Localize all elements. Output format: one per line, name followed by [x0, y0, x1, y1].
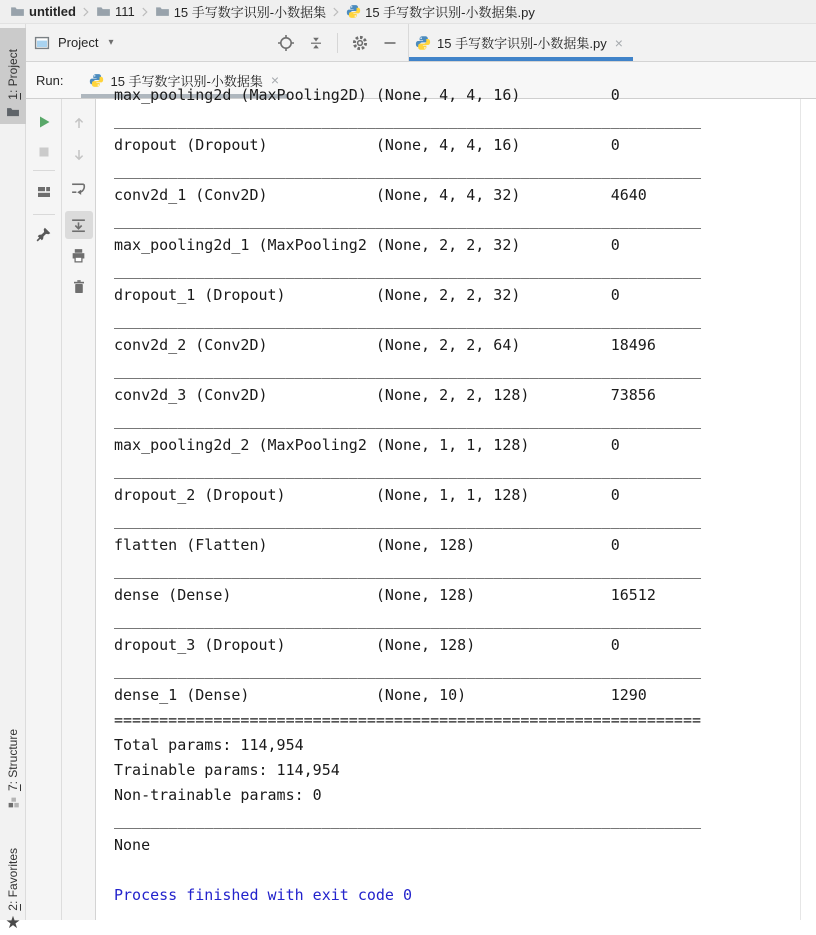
console-line: _________________________________________________________________	[114, 311, 701, 329]
breadcrumb-label: 15 手写数字识别-小数据集	[173, 5, 327, 20]
console-line: dense_1 (Dense) (None, 10) 1290	[114, 686, 647, 704]
folder-icon	[96, 4, 111, 19]
breadcrumb-item-folder[interactable]	[153, 2, 328, 21]
console-line: max_pooling2d (MaxPooling2D) (None, 4, 4, 16) 0	[114, 86, 620, 104]
divider	[337, 33, 338, 53]
console-line: dense (Dense) (None, 128) 16512	[114, 586, 656, 604]
console-line: conv2d_1 (Conv2D) (None, 4, 4, 32) 4640	[114, 186, 647, 204]
stripe-button-favorites[interactable]	[0, 825, 26, 935]
console-line	[114, 858, 816, 883]
chevron-right-icon	[81, 5, 91, 19]
folder-icon	[6, 105, 20, 119]
folder-icon	[155, 4, 170, 19]
stop-button[interactable]	[36, 144, 52, 160]
run-panel-title: Run:	[36, 72, 64, 88]
console-line: _________________________________________________________________	[114, 811, 701, 829]
active-tab-underline	[409, 57, 633, 61]
scroll-to-end-icon	[70, 217, 87, 234]
console-line: Total params: 114,954	[114, 736, 304, 754]
console-line: Non-trainable params: 0	[114, 786, 322, 804]
console-line: None	[114, 836, 151, 854]
console-line: _________________________________________________________________	[114, 361, 701, 379]
console-line: flatten (Flatten) (None, 128) 0	[114, 536, 620, 554]
print-button[interactable]	[70, 247, 87, 264]
console-line: _________________________________________________________________	[114, 661, 701, 679]
divider	[33, 214, 55, 215]
pin-tab-button[interactable]	[35, 226, 52, 243]
console-line: _________________________________________________________________	[114, 211, 701, 229]
editor-tab-label: 15 手写数字识别-小数据集.py	[437, 36, 607, 51]
console-line: _________________________________________________________________	[114, 461, 701, 479]
chevron-down-icon[interactable]: ▾	[108, 37, 114, 48]
console-line: dropout (Dropout) (None, 4, 4, 16) 0	[114, 136, 620, 154]
breadcrumb-label: 111	[114, 4, 135, 19]
project-panel-title[interactable]: Project	[58, 35, 99, 50]
console-line: Trainable params: 114,954	[114, 761, 340, 779]
close-icon[interactable]: ×	[614, 34, 623, 51]
console-line: _________________________________________________________________	[114, 511, 701, 529]
run-controls-toolbar	[26, 99, 62, 920]
python-icon	[89, 73, 104, 88]
scroll-to-end-button[interactable]	[65, 211, 93, 239]
breadcrumb-label: 15 手写数字识别-小数据集.py	[365, 5, 535, 20]
editor-tab-active[interactable]	[409, 24, 633, 61]
console-toolbar	[62, 99, 95, 920]
run-tab-label: 15 手写数字识别-小数据集	[110, 73, 263, 89]
console-line: dropout_3 (Dropout) (None, 128) 0	[114, 636, 620, 654]
breadcrumb-item-111[interactable]	[94, 4, 137, 19]
console-line: =================================================================	[114, 711, 701, 729]
divider	[33, 170, 55, 171]
console-line: _________________________________________________________________	[114, 161, 701, 179]
python-icon	[346, 4, 361, 19]
stripe-button-project[interactable]	[0, 28, 26, 124]
collapse-all-icon[interactable]	[308, 35, 324, 51]
structure-icon	[7, 796, 20, 809]
star-icon: ★	[5, 913, 21, 932]
console-line: _________________________________________________________________	[114, 261, 701, 279]
console-line: _________________________________________________________________	[114, 411, 701, 429]
console-line: _________________________________________________________________	[114, 111, 701, 129]
console-output[interactable]	[95, 86, 816, 920]
project-panel-header	[26, 24, 408, 61]
breadcrumb-item-untitled[interactable]	[8, 4, 78, 19]
tool-window-header-row	[26, 24, 816, 62]
console-line: conv2d_3 (Conv2D) (None, 2, 2, 128) 73856	[114, 386, 656, 404]
console-line: _________________________________________________________________	[114, 611, 701, 629]
down-stacktrace-button[interactable]	[71, 147, 87, 163]
scrollbar-track[interactable]	[800, 99, 801, 920]
hide-panel-icon[interactable]	[382, 35, 398, 51]
gear-icon[interactable]	[351, 34, 369, 52]
console-line: dropout_1 (Dropout) (None, 2, 2, 32) 0	[114, 286, 620, 304]
stripe-label-project: 1: Project	[6, 49, 20, 100]
console-line: _________________________________________________________________	[114, 561, 701, 579]
console-line: max_pooling2d_1 (MaxPooling2 (None, 2, 2, 32) 0	[114, 236, 620, 254]
restore-layout-button[interactable]	[36, 184, 52, 200]
console-line: conv2d_2 (Conv2D) (None, 2, 2, 64) 18496	[114, 336, 656, 354]
locate-file-icon[interactable]	[277, 34, 295, 52]
tool-window-stripe	[0, 24, 26, 932]
folder-icon	[10, 4, 25, 19]
up-stacktrace-button[interactable]	[71, 115, 87, 131]
rerun-button[interactable]	[36, 114, 52, 130]
breadcrumb-item-file[interactable]	[344, 2, 537, 21]
stripe-button-structure[interactable]	[0, 700, 26, 814]
run-console-area	[26, 86, 816, 920]
soft-wrap-button[interactable]	[70, 180, 87, 197]
chevron-right-icon	[140, 5, 150, 19]
stripe-label-favorites: 2: Favorites	[6, 848, 20, 911]
clear-console-button[interactable]	[71, 279, 87, 295]
breadcrumb-label: untitled	[29, 4, 76, 19]
python-icon	[415, 35, 431, 51]
console-line: Process finished with exit code 0	[114, 886, 413, 904]
project-toolwindow-icon	[34, 35, 50, 51]
close-icon[interactable]: ×	[270, 72, 280, 88]
console-line: max_pooling2d_2 (MaxPooling2 (None, 1, 1, 128) 0	[114, 436, 620, 454]
breadcrumb	[0, 0, 816, 24]
console-line: dropout_2 (Dropout) (None, 1, 1, 128) 0	[114, 486, 620, 504]
stripe-label-structure: 7: Structure	[6, 728, 20, 791]
chevron-right-icon	[331, 5, 341, 19]
editor-tab-bar	[408, 24, 816, 61]
